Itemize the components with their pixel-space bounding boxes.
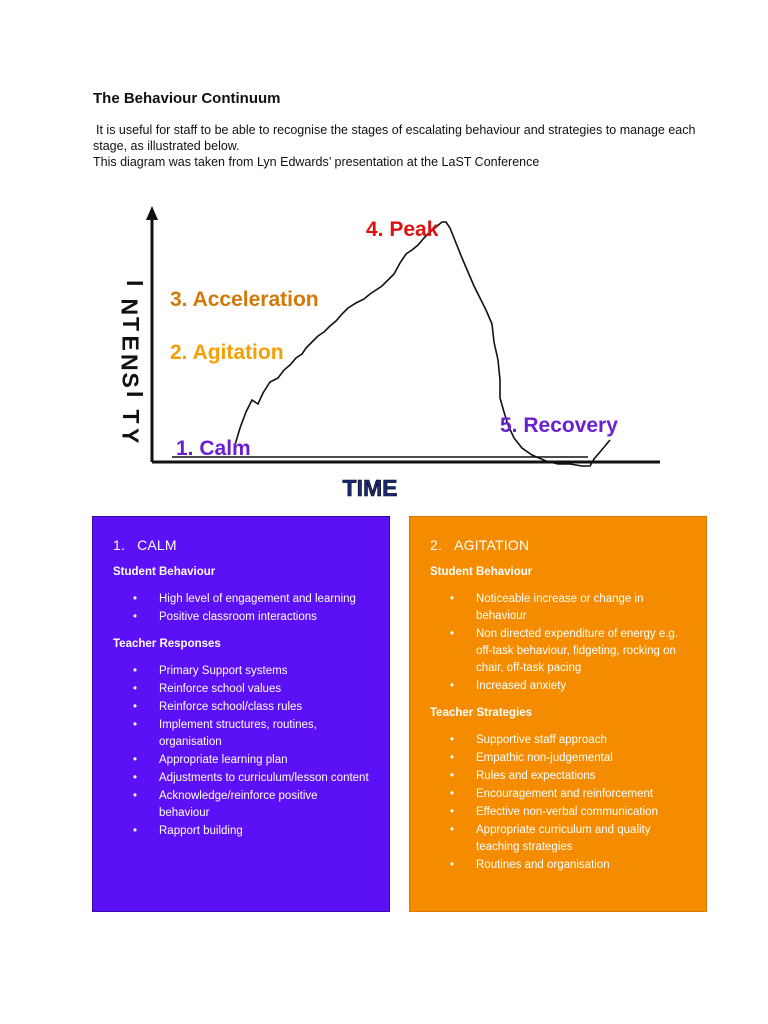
list-item: • Rules and expectations bbox=[430, 768, 688, 785]
calm-card-number: 1. bbox=[113, 537, 126, 553]
stage-label-acceleration: 3. Acceleration bbox=[170, 288, 319, 311]
list-item: • Encouragement and reinforcement bbox=[430, 786, 688, 803]
y-axis-label-text: I N T E N S I T Y bbox=[116, 280, 148, 444]
calm-card-title bbox=[113, 537, 371, 554]
y-axis-arrow bbox=[146, 206, 158, 220]
agitation-card-number: 2. bbox=[430, 537, 443, 553]
agitation-card-title bbox=[430, 537, 688, 554]
agitation-student-behaviour-heading: Student Behaviour bbox=[430, 566, 533, 578]
behaviour-continuum-diagram bbox=[100, 200, 680, 505]
intro-text bbox=[93, 122, 713, 170]
calm-teacher-responses-list bbox=[113, 663, 371, 840]
agitation-stage-card bbox=[409, 516, 707, 912]
list-item: • Implement structures, routines, organisation bbox=[113, 717, 371, 751]
y-axis-label bbox=[117, 280, 148, 443]
list-item: • Adjustments to curriculum/lesson content bbox=[113, 770, 371, 787]
stage-label-calm: 1. Calm bbox=[176, 437, 251, 460]
stage-label-agitation: 2. Agitation bbox=[170, 341, 284, 364]
intro-paragraph-1: It is useful for staff to be able to recognise the stages of escalating behaviour and strategies to manage each stage, as illustrated below. bbox=[93, 123, 696, 153]
page-title: The Behaviour Continuum bbox=[93, 90, 281, 107]
list-item: • Noticeable increase or change in behaviour bbox=[430, 591, 688, 625]
agitation-teacher-strategies-list bbox=[430, 732, 688, 874]
calm-card-heading: CALM bbox=[137, 537, 177, 553]
stage-label-recovery: 5. Recovery bbox=[500, 414, 618, 437]
list-item: • Increased anxiety bbox=[430, 678, 688, 695]
stage-label-peak: 4. Peak bbox=[366, 218, 439, 241]
list-item: • Reinforce school/class rules bbox=[113, 699, 371, 716]
list-item: • Routines and organisation bbox=[430, 857, 688, 874]
list-item: • Acknowledge/reinforce positive behaviour bbox=[113, 788, 371, 822]
list-item: • Positive classroom interactions bbox=[113, 609, 371, 626]
list-item: • Non directed expenditure of energy e.g. off-task behaviour, fidgeting, rocking on chair, off-task pacing bbox=[430, 626, 688, 677]
list-item: • Empathic non-judgemental bbox=[430, 750, 688, 767]
agitation-student-behaviour-list bbox=[430, 591, 688, 695]
list-item: • High level of engagement and learning bbox=[113, 591, 371, 608]
list-item: • Rapport building bbox=[113, 823, 371, 840]
calm-student-behaviour-list bbox=[113, 591, 371, 626]
agitation-teacher-strategies-heading: Teacher Strategies bbox=[430, 707, 533, 719]
agitation-card-heading: AGITATION bbox=[454, 537, 530, 553]
list-item: • Effective non-verbal communication bbox=[430, 804, 688, 821]
calm-teacher-responses-heading: Teacher Responses bbox=[113, 638, 221, 650]
calm-student-behaviour-heading: Student Behaviour bbox=[113, 566, 216, 578]
calm-stage-card bbox=[92, 516, 390, 912]
list-item: • Appropriate learning plan bbox=[113, 752, 371, 769]
x-axis-label: TIME bbox=[342, 475, 398, 501]
intro-paragraph-2: This diagram was taken from Lyn Edwards’ presentation at the LaST Conference bbox=[93, 155, 540, 169]
list-item: • Appropriate curriculum and quality teaching strategies bbox=[430, 822, 688, 856]
list-item: • Primary Support systems bbox=[113, 663, 371, 680]
list-item: • Supportive staff approach bbox=[430, 732, 688, 749]
list-item: • Reinforce school values bbox=[113, 681, 371, 698]
